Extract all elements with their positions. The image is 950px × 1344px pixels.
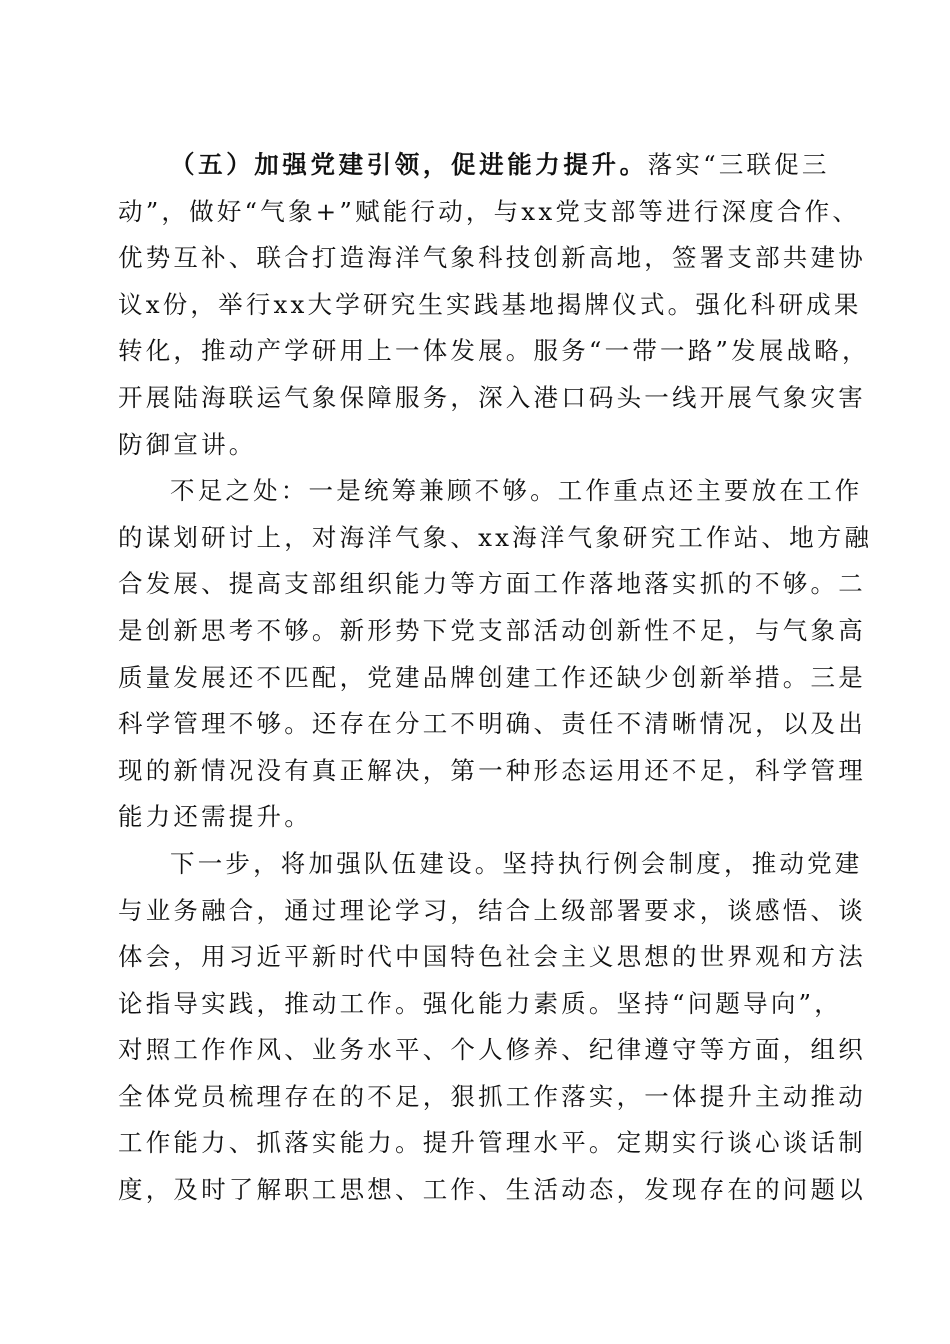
paragraph-line: 全体党员梳理存在的不足，狠抓工作落实，一体提升主动推动 xyxy=(118,1081,866,1111)
paragraph-line: 工作能力、抓落实能力。提升管理水平。定期实行谈心谈话制 xyxy=(118,1128,866,1158)
paragraph-line: 质量发展还不匹配，党建品牌创建工作还缺少创新举措。三是 xyxy=(118,662,866,692)
paragraph-line: 优势互补、联合打造海洋气象科技创新高地，签署支部共建协 xyxy=(118,243,866,273)
paragraph-line xyxy=(118,142,830,189)
paragraph-line: 论指导实践，推动工作。强化能力素质。坚持“问题导向”， xyxy=(118,988,842,1018)
section-heading: （五）加强党建引领，促进能力提升。 xyxy=(170,150,648,179)
paragraph-line: 合发展、提高支部组织能力等方面工作落地落实抓的不够。二 xyxy=(118,569,866,599)
paragraph-line: 现的新情况没有真正解决，第一种形态运用还不足，科学管理 xyxy=(118,755,866,785)
document-page xyxy=(118,142,873,1214)
paragraph-strengthen-party-building xyxy=(118,142,870,468)
paragraph-line: 对照工作作风、业务水平、个人修养、纪律遵守等方面，组织 xyxy=(118,1035,866,1065)
paragraph-line: 开展陆海联运气象保障服务，深入港口码头一线开展气象灾害 xyxy=(118,382,866,412)
paragraph-line: 转化，推动产学研用上一体发展。服务“一带一路”发展战略， xyxy=(118,336,870,366)
paragraph-text: 落实“三联促三 xyxy=(647,150,830,179)
paragraph-line: 度，及时了解职工思想、工作、生活动态，发现存在的问题以 xyxy=(118,1175,866,1205)
paragraph-line: 议x份，举行xx大学研究生实践基地揭牌仪式。强化科研成果 xyxy=(118,289,862,319)
paragraph-line: 下一步，将加强队伍建设。坚持执行例会制度，推动党建 xyxy=(170,848,863,878)
paragraph-line: 动”，做好“气象+”赋能行动，与xx党支部等进行深度合作、 xyxy=(118,196,861,226)
paragraph-line: 防御宣讲。 xyxy=(118,429,257,459)
paragraph-line: 能力还需提升。 xyxy=(118,802,312,832)
paragraph-next-steps xyxy=(118,841,866,1214)
paragraph-line: 的谋划研讨上，对海洋气象、xx海洋气象研究工作站、地方融 xyxy=(118,522,873,552)
paragraph-line: 是创新思考不够。新形势下党支部活动创新性不足，与气象高 xyxy=(118,615,866,645)
paragraph-line: 与业务融合，通过理论学习，结合上级部署要求，谈感悟、谈 xyxy=(118,895,866,925)
paragraph-line: 科学管理不够。还存在分工不明确、责任不清晰情况，以及出 xyxy=(118,709,866,739)
paragraph-line: 不足之处：一是统筹兼顾不够。工作重点还主要放在工作 xyxy=(170,476,863,506)
paragraph-line: 体会，用习近平新时代中国特色社会主义思想的世界观和方法 xyxy=(118,942,866,972)
paragraph-shortcomings xyxy=(118,468,873,841)
